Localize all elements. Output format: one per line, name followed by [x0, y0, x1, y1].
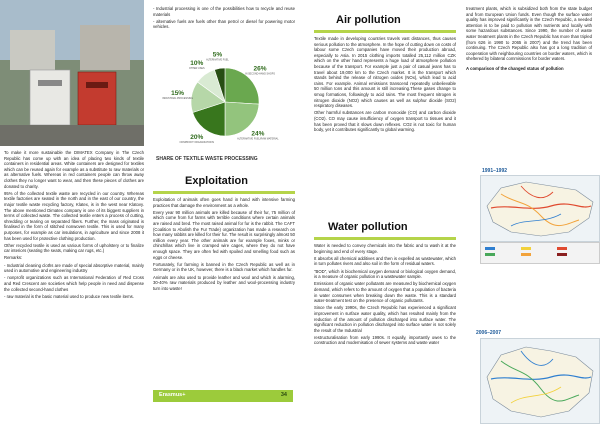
- pie-slice-category: INDUSTRIAL PROCESSING: [162, 96, 193, 100]
- pie-slice-category: ALTERNATIVE FUEL/RAW MATERIAL: [237, 137, 279, 141]
- pie-slice-label: 15%: [171, 89, 185, 97]
- paragraph: Exploitation of animals often goes hand in hand with intensive farming practices that damage the environment as a whole.: [153, 197, 295, 208]
- pollution-map-2006: [480, 338, 600, 424]
- right-column-2: [466, 6, 592, 73]
- paragraph: Emissions of organic water pollutants are measured by biochemical oxygen demand, which refers to the amount of oxygen that a population of bacteria in water consumes when breaking down the waste. This is a standard water-treatment test on the presence of organic pollutants.: [314, 281, 456, 304]
- exploitation-underline: [153, 191, 295, 194]
- left-column-2-top: [153, 6, 295, 32]
- paragraph: Every year 90 million animals are killed because of their fur, 75 million of which come from fur farms with terrible conditions where certain animals are raised and bred. The most raised animal for fur is the rabbit. The CAFT (Coalition to Abolish the Fur Trade) organization has made a research on how many rabbits are killed for their fur. The result is surprisingly almost 50 million every year. The other animals are for example foxes, minks or chinchillas which live in cramped wire cages, where they do not have enough space. They are often fed with spoiled and smelling food such as eggs or cheese.: [153, 209, 295, 260]
- pie-chart-title: SHARE OF TEXTILE WASTE PROCESSING: [156, 156, 258, 162]
- textile-containers-photo: [0, 0, 144, 146]
- right-column-1-top: [314, 36, 456, 134]
- paragraph: - alternative fuels are fuels other than petrol or diesel for powering motor vehicles.: [153, 18, 295, 30]
- page-footer: [153, 390, 293, 402]
- pie-slice-label: 5%: [212, 52, 223, 59]
- pie-slice-category: IN SECOND-HAND SHOPS: [245, 72, 275, 76]
- pie-chart: [152, 52, 298, 164]
- paragraph: Since the early 1990s, the Czech Republic has experienced a significant improvement in surface water quality, which has resulted mainly from the reduction of the amount of pollution discharged into surface water. The significant reduction in pollution discharged into surface water is not solely the result of the Industrial: [314, 305, 456, 333]
- pie-slice-category: NONPROFIT ORGANIZATIONS: [179, 141, 214, 145]
- paragraph: - Industrial cleaning cloths are made of special absorptive material, mainly used in automotive and engineering industry: [4, 262, 144, 274]
- air-pollution-heading: Air pollution: [336, 14, 401, 26]
- air-pollution-underline: [314, 30, 456, 33]
- water-pollution-underline: [314, 237, 456, 240]
- paragraph: Fortunately, fur farming is banned in the Czech Republic as well as in Germany or in the UK, however, there is a black market which handles fur.: [153, 261, 295, 273]
- paragraph: Animals are also used to provide leather and wool and which is alarming, 30-40% raw materials produced by leather and wool-processing industry turn into waste!: [153, 274, 295, 291]
- map-illustration-1991: [481, 176, 599, 241]
- legend-swatches: [481, 243, 599, 263]
- right-column-1-bottom: [314, 243, 456, 348]
- pie-slice-label: 20%: [190, 134, 204, 142]
- exploitation-heading: Exploitation: [185, 175, 248, 187]
- map-label-1991: 1991–1992: [482, 168, 508, 174]
- photo-illustration: [0, 0, 144, 146]
- comparison-caption: A comparison of the changed status of pollution: [466, 65, 564, 71]
- pie-slice-label: 24%: [251, 130, 265, 138]
- paragraph: Textile made in developing countries travels vast distances, thus causes serious pollution to the atmosphere. In the hope of cutting down on costs of labour some Czech companies have moved their production abroad, especially to Asia. In 2015 clothing imports totalled 25,112 million CZK which on the other hand represents a huge load of atmosphere pollution because of the transport. For example just a pair of casual jeans has to travel about 19,000 km to the Czech market. It is the transport which stands behind the release of nitrogen oxides (NOx), which lead to acid rains. For example. Animal emissions transcend repeatedly unbelievable 50 million tons and this amount is still increasing.These gases change to smog formations, followingly to acid rains. The most frequent nitrogen is nitrogen dioxide (NO2) which causes as well as sulphur dioxide (SO2) respiratory diseases.: [314, 36, 456, 109]
- paragraph: restructuralisation from early 1990s. It equally, importantly owes to the construction and modernisation of sewer systems and waste water: [314, 334, 456, 346]
- paragraph: - nonprofit organizations such as International Federation of Red Cross and Red Crescent are societies which help people in need and dispense the collected second-hand clothes: [4, 275, 144, 292]
- footer-label: Erasmus+: [159, 392, 186, 398]
- paragraph: It absorbs all chemical additives and then is expelled as wastewater, which in turn pollutes rivers and also soil in the form of residual waters.: [314, 255, 456, 267]
- paragraph: Remarks:: [4, 255, 23, 261]
- paragraph: - Industrial processing is one of the possibilities how to recycle and reuse materials: [153, 6, 295, 17]
- right-page: [300, 0, 600, 424]
- paragraph: treatment plants, which is subsidized both from the state budget and from European Union funds. Even though the surface water quality has improved significantly in the Czech Republic, a needed attention is to be paid to pollution with nutrients and locally with some hazardous substances. Since 1990, the number of waste water treatment plants in the Czech Republic has more than tripled (from 626 in 1990 to 2065 in 2007) and the trend has been continuing. The Czech Republic also has got a long tradition of cooperation with neighbouring countries on border waters, which is sheltered by bilateral commissions for border waters.: [466, 6, 592, 62]
- water-pollution-heading: Water pollution: [328, 221, 408, 233]
- pie-chart-svg: [152, 52, 298, 164]
- paragraph: 95% of the collected textile waste are recycled in our country. Whereas textile factories are seated in the north and in the east of our country, the major textile waste recycling factory, Klatex, is in the west near Klatovy. The above mentioned Dimatex company is one of its biggest suppliers in terms of collected waste. The collected textile enters a process of cutting, shredding or tearing on separated fibers. Further, the mass originated is finalised in the form of stitched nonwoven textile. This is used for many purposes, for example as car insulations, in agriculture and since 2008 it has been used for protective clothing production.: [4, 190, 144, 241]
- paragraph: - raw material is the basic material used to produce new textile items.: [4, 293, 134, 299]
- map-label-2006: 2006–2007: [476, 330, 502, 336]
- pollution-map-1991: [480, 175, 600, 242]
- left-column-1: [4, 150, 144, 301]
- paragraph: Water is needed to convey chemicals into the fabric and to wash it at the beginning and end of every stage.: [314, 243, 456, 254]
- map-legend: [480, 242, 600, 264]
- pie-slice-category: ALTERNATIVE FUEL: [206, 58, 229, 62]
- left-column-2-bottom: [153, 197, 295, 293]
- pie-slice-label: 10%: [190, 59, 204, 67]
- pie-slice-category: OTHER USES: [189, 66, 205, 70]
- paragraph: Other harmful substances are carbon monoxide (CO) and carbon dioxide (CO2). CO may cause insufficiency of oxygen transport to tissues and it has been proved that it slows down reflexes. CO2 is not toxic for human body, yet it contributes significantly to global warming.: [314, 110, 456, 133]
- paragraph: To make it more sustainable the DIMATEX Company in The Czech Republic has come up with an idea of placing two kinds of textile containers in residential areas. White containers are designed for textiles which can be reused again for example as a substitute to raw materials or as alternative fuels. Whereas in red containers people can throw away clothes they no longer want to wear, and then these pieces of clothes are donated to charity.: [4, 150, 144, 189]
- pie-slice-label: 26%: [253, 65, 267, 73]
- page-number: 34: [280, 392, 287, 398]
- paragraph: "BOD", which is biochemical oxygen demand or biological oxygen demand, is a measure of organic pollution in a wastewater sample.: [314, 268, 456, 280]
- map-illustration-2006: [481, 339, 599, 423]
- paragraph: Other recycled textile is used as various forms of upholstery or to finalize car interiors (seating the seats, making car rugs, etc.): [4, 242, 144, 254]
